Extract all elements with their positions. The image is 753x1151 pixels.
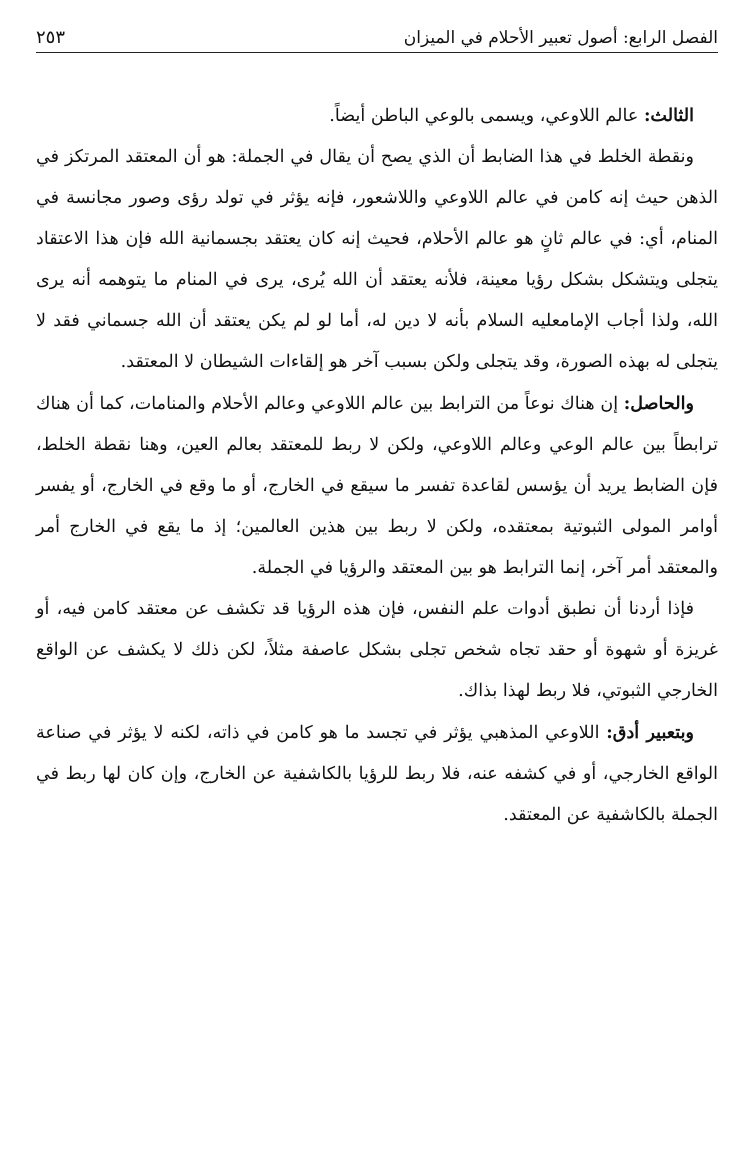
paragraph-text: فإذا أردنا أن نطبق أدوات علم النفس، فإن هذه الرؤيا قد تكشف عن معتقد كامن فيه، أو غريزة أو شهوة أو حقد تجاه شخص تجلى بشكل عاصفة مثلاً، لكن ذلك لا يكشف عن الواقع الخارجي الثبوتي، فلا ربط لهذا بذاك.: [36, 599, 718, 701]
book-page: [36, 22, 718, 1122]
paragraph-text: إن هناك نوعاً من الترابط بين عالم اللاوعي وعالم الأحلام والمنامات، كما أن هناك ترابطاً بين عالم الوعي وعالم اللاوعي، ولكن لا ربط للمعتقد بعالم العين، وهنا نقطة الخلط، فإن الضابط يريد أن يؤسس لقاعدة تفسر ما سيقع في الخارج، أو ما وقع في الخارج، أو يفسر أوامر المولى الثبوتية بمعتقده، ولكن لا ربط بين هذين العالمين؛ إذ ما يقع في الخارج أمر والمعتقد أمر آخر، إنما الترابط هو بين المعتقد والرؤيا في الجملة.: [36, 394, 718, 578]
paragraph: [36, 95, 718, 137]
paragraph-text: عالم اللاوعي، ويسمى بالوعي الباطن أيضاً.: [329, 106, 644, 126]
running-title: الفصل الرابع: أصول تعبير الأحلام في الميزان: [403, 28, 718, 48]
paragraph: [36, 383, 718, 589]
paragraph: [36, 137, 718, 383]
paragraph: [36, 589, 718, 712]
paragraph-text: اللاوعي المذهبي يؤثر في تجسد ما هو كامن في ذاته، لكنه لا يؤثر في صناعة الواقع الخارجي، أو في كشفه عنه، فلا ربط للرؤيا بالكاشفية عن الخارج، وإن كان لها ربط في الجملة بالكاشفية عن المعتقد.: [36, 723, 718, 825]
page-number: ٢٥٣: [36, 27, 66, 48]
paragraph: [36, 712, 718, 836]
paragraph-lead: والحاصل:: [623, 393, 694, 414]
page-header: [36, 22, 718, 53]
paragraph-lead: الثالث:: [643, 105, 694, 126]
paragraph-lead: وبتعبير أدق:: [606, 722, 694, 743]
body-text: [36, 95, 718, 836]
paragraph-text: ونقطة الخلط في هذا الضابط أن الذي يصح أن يقال في الجملة: هو أن المعتقد المرتكز في الذهن حيث إنه كامن في عالم اللاوعي واللاشعور، فإنه يؤثر في تولد رؤى وصور مجانسة في المنام، أي: في عالم ثانٍ هو عالم الأحلام، فحيث إنه كان يعتقد بجسمانية الله فإن هذا الاعتقاد يتجلى ويتشكل بشكل رؤيا معينة، فلأنه يعتقد أن الله يُرى، يرى في المنام ما يتوهمه أنه يرى الله، ولذا أجاب الإمامعليه السلام بأنه لا دين له، أما لو لم يكن يعتقد أن الله جسماني فقد لا يتجلى له بهذه الصورة، وقد يتجلى ولكن بسبب آخر هو إلقاءات الشيطان لا المعتقد.: [36, 147, 718, 372]
